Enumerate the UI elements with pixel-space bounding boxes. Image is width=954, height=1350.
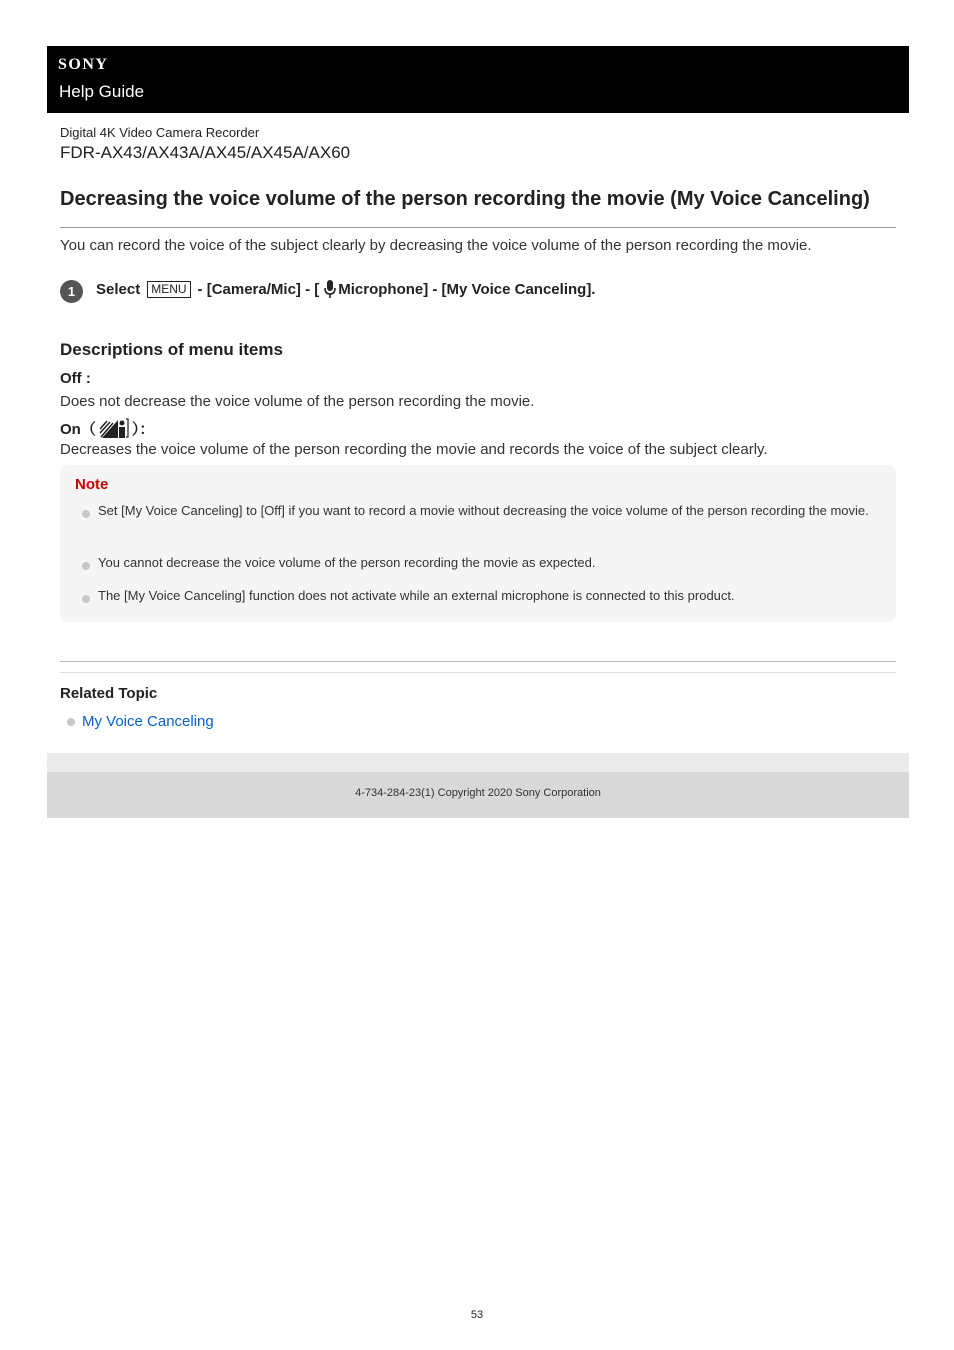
note-title: Note [75,476,109,493]
note-box [60,465,896,622]
menu-button-glyph: MENU [147,281,190,298]
microphone-icon [323,279,337,299]
step-select-text: Select [96,280,141,298]
section-divider [60,672,896,673]
step-number-badge: 1 [60,280,83,303]
option-on-description: Decreases the voice volume of the person recording the movie and records the voice of the subject clearly. [60,441,768,458]
note-item: You cannot decrease the voice volume of the person recording the movie as expected. [98,555,596,570]
option-on-suffix: ）： [131,420,155,438]
page-number: 53 [470,1309,484,1321]
descriptions-title: Descriptions of menu items [60,340,283,359]
option-off-label: Off : [60,370,91,387]
copyright-text: 4-734-284-23(1) Copyright 2020 Sony Corporation [355,787,601,799]
option-on-label [60,417,154,439]
step-1 [60,276,595,302]
option-on-text: On（ [60,420,96,438]
option-off-description: Does not decrease the voice volume of the person recording the movie. [60,393,535,410]
related-bullet-icon [67,718,75,726]
step-path-part2: Microphone] - [My Voice Canceling]. [338,280,596,298]
product-type: Digital 4K Video Camera Recorder [60,125,260,140]
voice-canceling-icon [98,417,130,439]
related-link-my-voice-canceling[interactable]: My Voice Canceling [82,713,214,730]
related-topic-title: Related Topic [60,685,158,702]
help-guide-label: Help Guide [59,82,145,101]
section-divider [60,661,896,662]
note-bullet-icon [82,595,90,603]
note-bullet-icon [82,510,90,518]
footer-band [47,753,909,772]
note-bullet-icon [82,562,90,570]
page-title: Decreasing the voice volume of the person recording the movie (My Voice Canceling) [60,188,870,210]
title-divider [60,227,896,228]
note-item: Set [My Voice Canceling] to [Off] if you want to record a movie without decreasing the voice volume of the person recording the movie. [98,503,869,518]
header-bar [47,46,909,113]
footer [47,772,909,818]
intro-text: You can record the voice of the subject clearly by decreasing the voice volume of the person recording the movie. [60,237,812,254]
sony-logo: SONY [58,56,109,73]
step-path-part1: - [Camera/Mic] - [ [197,280,320,298]
product-models: FDR-AX43/AX43A/AX45/AX45A/AX60 [60,143,351,162]
note-item: The [My Voice Canceling] function does not activate while an external microphone is connected to this product. [98,588,735,603]
